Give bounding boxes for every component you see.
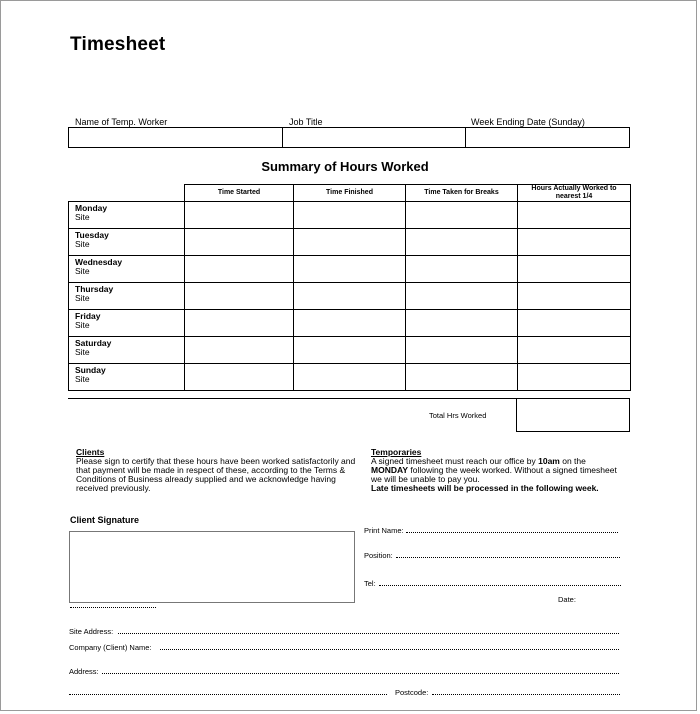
date-label: Date: xyxy=(558,595,576,604)
thursday-start-cell[interactable] xyxy=(185,283,294,310)
monday-start-cell[interactable] xyxy=(185,202,294,229)
monday-finish-cell[interactable] xyxy=(294,202,406,229)
temporaries-deadline-time: 10am xyxy=(538,456,560,466)
site-label: Site xyxy=(75,293,90,303)
worker-name-field[interactable] xyxy=(68,127,283,148)
tel-label: Tel: xyxy=(364,579,376,588)
print-name-label: Print Name: xyxy=(364,526,404,535)
tuesday-finish-cell[interactable] xyxy=(294,229,406,256)
table-row xyxy=(69,283,631,310)
saturday-finish-cell[interactable] xyxy=(294,337,406,364)
day-cell-tuesday xyxy=(69,229,185,256)
site-address-field[interactable] xyxy=(118,633,619,634)
temporaries-section xyxy=(371,448,621,493)
week-ending-field[interactable] xyxy=(465,127,630,148)
total-divider xyxy=(68,398,517,399)
signature-box[interactable] xyxy=(69,531,355,603)
thursday-hours-cell[interactable] xyxy=(518,283,631,310)
friday-finish-cell[interactable] xyxy=(294,310,406,337)
saturday-start-cell[interactable] xyxy=(185,337,294,364)
address-line-2-field[interactable] xyxy=(69,694,387,695)
site-label: Site xyxy=(75,212,90,222)
thursday-finish-cell[interactable] xyxy=(294,283,406,310)
sunday-finish-cell[interactable] xyxy=(294,364,406,391)
day-cell-sunday xyxy=(69,364,185,391)
col-time-finished: Time Finished xyxy=(294,185,406,202)
clients-text: Please sign to certify that these hours have been worked satisfactorily and that payment will be made in respect of these, according to the Terms & Conditions of Business already supplied and we acknowledge having received previously. xyxy=(76,456,356,493)
col-hours-worked: Hours Actually Worked to nearest 1/4 xyxy=(518,185,631,202)
company-name-field[interactable] xyxy=(160,649,619,650)
friday-hours-cell[interactable] xyxy=(518,310,631,337)
col-time-breaks: Time Taken for Breaks xyxy=(406,185,518,202)
clients-section xyxy=(76,448,361,493)
thursday-breaks-cell[interactable] xyxy=(406,283,518,310)
day-label: Saturday xyxy=(75,338,112,348)
saturday-hours-cell[interactable] xyxy=(518,337,631,364)
sunday-breaks-cell[interactable] xyxy=(406,364,518,391)
wednesday-start-cell[interactable] xyxy=(185,256,294,283)
hours-table-header xyxy=(69,185,631,202)
day-label: Monday xyxy=(75,203,108,213)
address-label: Address: xyxy=(69,667,99,676)
site-label: Site xyxy=(75,266,90,276)
tel-field[interactable] xyxy=(379,585,621,586)
day-label: Wednesday xyxy=(75,257,123,267)
day-label: Sunday xyxy=(75,365,106,375)
site-label: Site xyxy=(75,374,90,384)
company-name-label: Company (Client) Name: xyxy=(69,643,152,652)
summary-title: Summary of Hours Worked xyxy=(261,159,429,174)
wednesday-breaks-cell[interactable] xyxy=(406,256,518,283)
tuesday-hours-cell[interactable] xyxy=(518,229,631,256)
print-name-field[interactable] xyxy=(406,532,618,533)
day-cell-friday xyxy=(69,310,185,337)
tuesday-breaks-cell[interactable] xyxy=(406,229,518,256)
temporaries-late-note: Late timesheets will be processed in the following week. xyxy=(371,483,599,493)
table-row xyxy=(69,364,631,391)
friday-start-cell[interactable] xyxy=(185,310,294,337)
temporaries-deadline-day: MONDAY xyxy=(371,465,408,475)
temporaries-text xyxy=(371,457,621,484)
clients-heading: Clients xyxy=(76,447,105,457)
job-title-field[interactable] xyxy=(282,127,466,148)
site-address-label: Site Address: xyxy=(69,627,114,636)
table-row xyxy=(69,310,631,337)
saturday-breaks-cell[interactable] xyxy=(406,337,518,364)
position-label: Position: xyxy=(364,551,393,560)
table-row xyxy=(69,337,631,364)
site-label: Site xyxy=(75,239,90,249)
wednesday-hours-cell[interactable] xyxy=(518,256,631,283)
job-title-label: Job Title xyxy=(289,117,323,127)
table-row xyxy=(69,229,631,256)
total-hours-label: Total Hrs Worked xyxy=(429,411,487,420)
address-field[interactable] xyxy=(102,673,619,674)
table-row xyxy=(69,256,631,283)
page-title: Timesheet xyxy=(70,34,166,55)
day-cell-thursday xyxy=(69,283,185,310)
client-signature-heading: Client Signature xyxy=(70,515,140,525)
postcode-label: Postcode: xyxy=(395,688,429,697)
sunday-start-cell[interactable] xyxy=(185,364,294,391)
temporaries-text-3: following the week worked. Without a signed timesheet we will be unable to pay you. xyxy=(371,465,617,484)
day-cell-saturday xyxy=(69,337,185,364)
temporaries-text-1: A signed timesheet must reach our office by xyxy=(371,456,539,466)
day-label: Thursday xyxy=(75,284,114,294)
site-label: Site xyxy=(75,347,90,357)
table-row xyxy=(69,202,631,229)
temporaries-text-2: on the xyxy=(559,456,586,466)
site-label: Site xyxy=(75,320,90,330)
tuesday-start-cell[interactable] xyxy=(185,229,294,256)
total-hours-field[interactable] xyxy=(516,398,630,432)
temporaries-heading: Temporaries xyxy=(371,447,422,457)
friday-breaks-cell[interactable] xyxy=(406,310,518,337)
day-cell-monday xyxy=(69,202,185,229)
wednesday-finish-cell[interactable] xyxy=(294,256,406,283)
monday-breaks-cell[interactable] xyxy=(406,202,518,229)
worker-name-label: Name of Temp. Worker xyxy=(75,117,168,127)
header-blank-cell xyxy=(69,185,185,202)
week-ending-label: Week Ending Date (Sunday) xyxy=(471,117,585,127)
position-field[interactable] xyxy=(396,557,620,558)
monday-hours-cell[interactable] xyxy=(518,202,631,229)
col-time-started: Time Started xyxy=(185,185,294,202)
signature-date-line[interactable] xyxy=(70,607,156,608)
day-label: Tuesday xyxy=(75,230,109,240)
hours-table xyxy=(68,184,631,391)
sunday-hours-cell[interactable] xyxy=(518,364,631,391)
postcode-field[interactable] xyxy=(432,694,620,695)
day-label: Friday xyxy=(75,311,101,321)
day-cell-wednesday xyxy=(69,256,185,283)
